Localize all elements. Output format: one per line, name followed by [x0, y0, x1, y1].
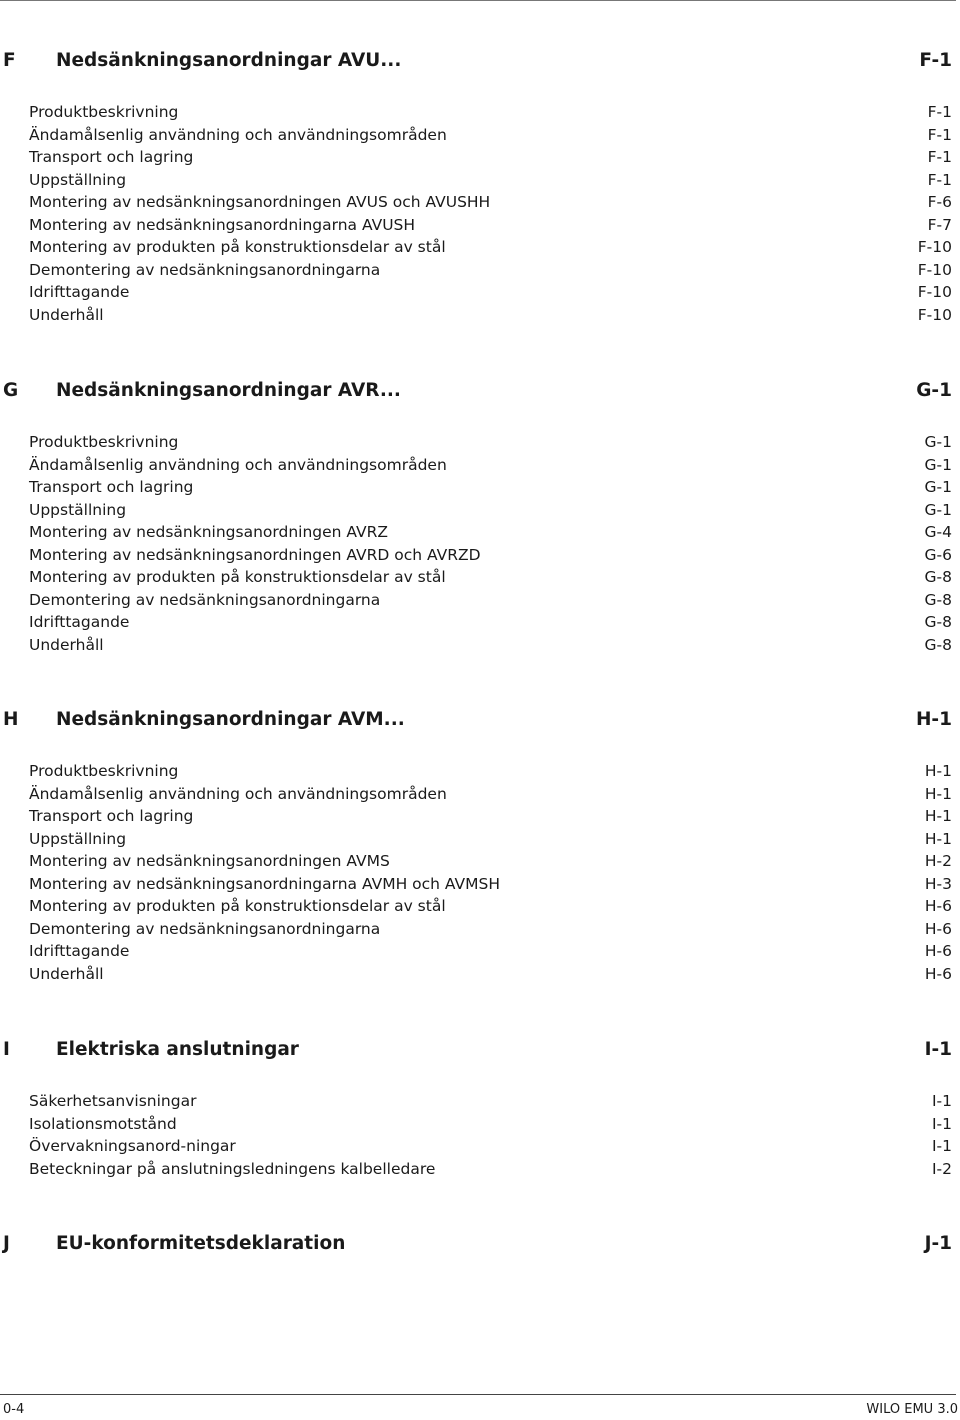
entry-title: Montering av nedsänkningsanordningen AVRD och AVRZD — [29, 545, 481, 564]
entry-page-number: H-1 — [924, 807, 952, 825]
entry-page-number: F-1 — [927, 170, 952, 189]
toc-entry[interactable] — [0, 236, 954, 259]
toc-entry[interactable] — [0, 1090, 954, 1113]
entry-page-number: G-8 — [924, 568, 952, 586]
entry-page-number: I-1 — [931, 1137, 952, 1155]
toc-section-j — [0, 1233, 954, 1263]
section-heading[interactable] — [0, 50, 954, 80]
toc-entry[interactable] — [0, 521, 954, 544]
entry-page-number: I-1 — [931, 1114, 952, 1133]
entry-title: Isolationsmotstånd — [29, 1114, 177, 1133]
entry-title: Ändamålsenlig användning och användningsområden — [29, 784, 447, 803]
entry-title: Produktbeskrivning — [29, 433, 179, 451]
toc-entry[interactable] — [0, 805, 954, 828]
section-entries — [0, 101, 954, 326]
entry-page-number: F-1 — [927, 125, 952, 144]
entry-page-number: I-1 — [931, 1092, 952, 1110]
entry-page-number: G-1 — [924, 455, 952, 474]
entry-title: Montering av nedsänkningsanordningen AVRZ — [29, 523, 389, 541]
entry-page-number: H-1 — [924, 784, 952, 803]
toc-entry[interactable] — [0, 1135, 954, 1158]
entry-page-number: I-2 — [931, 1159, 952, 1178]
toc-entry[interactable] — [0, 783, 954, 806]
toc-entry[interactable] — [0, 873, 954, 896]
entry-title: Produktbeskrivning — [29, 103, 179, 121]
entry-title: Transport och lagring — [29, 148, 194, 166]
toc-entry[interactable] — [0, 828, 954, 851]
footer-page-number: 0-4 — [3, 1402, 25, 1417]
toc-entry[interactable] — [0, 634, 954, 657]
toc-entry[interactable] — [0, 895, 954, 918]
entry-title: Demontering av nedsänkningsanordningarna — [29, 260, 381, 279]
toc-entry[interactable] — [0, 963, 954, 986]
toc-entry[interactable] — [0, 454, 954, 477]
section-page-number: F-1 — [919, 50, 952, 71]
entry-page-number: F-10 — [917, 260, 952, 279]
toc-section-i — [0, 1039, 954, 1180]
section-entries — [0, 760, 954, 985]
section-letter: I — [3, 1039, 10, 1060]
entry-page-number: H-6 — [924, 942, 952, 960]
entry-title: Ändamålsenlig användning och användningsområden — [29, 455, 447, 474]
toc-entry[interactable] — [0, 101, 954, 124]
entry-page-number: G-8 — [924, 635, 952, 654]
footer-rule — [0, 1394, 956, 1395]
entry-page-number: H-1 — [924, 762, 952, 780]
entry-title: Montering av produkten på konstruktionsdelar av stål — [29, 238, 446, 256]
entry-page-number: G-6 — [924, 545, 952, 564]
entry-title: Montering av nedsänkningsanordningen AVUS och AVUSHH — [29, 193, 491, 211]
entry-page-number: F-10 — [917, 305, 952, 324]
entry-title: Idrifttagande — [29, 613, 130, 631]
toc-entry[interactable] — [0, 1113, 954, 1136]
entry-title: Idrifttagande — [29, 283, 130, 301]
toc-entry[interactable] — [0, 169, 954, 192]
entry-page-number: H-6 — [924, 897, 952, 915]
toc-entry[interactable] — [0, 259, 954, 282]
toc-entry[interactable] — [0, 611, 954, 634]
entry-page-number: G-8 — [924, 590, 952, 609]
entry-page-number: G-1 — [924, 500, 952, 519]
entry-page-number: G-1 — [924, 478, 952, 496]
section-page-number: H-1 — [915, 709, 952, 730]
toc-entry[interactable] — [0, 499, 954, 522]
section-title: EU-konformitetsdeklaration — [56, 1233, 346, 1254]
entry-page-number: F-7 — [927, 215, 952, 234]
toc-section-g — [0, 380, 954, 656]
entry-page-number: G-1 — [924, 433, 952, 451]
toc-entry[interactable] — [0, 124, 954, 147]
section-title: Nedsänkningsanordningar AVU... — [56, 50, 402, 71]
toc-entry[interactable] — [0, 918, 954, 941]
entry-title: Montering av produkten på konstruktionsdelar av stål — [29, 568, 446, 586]
entry-page-number: F-10 — [917, 283, 952, 301]
toc-entry[interactable] — [0, 214, 954, 237]
toc-entry[interactable] — [0, 476, 954, 499]
section-letter: F — [3, 50, 16, 71]
section-heading[interactable] — [0, 1039, 954, 1069]
section-heading[interactable] — [0, 380, 954, 410]
toc-entry[interactable] — [0, 850, 954, 873]
entry-title: Uppställning — [29, 170, 127, 189]
toc-entry[interactable] — [0, 431, 954, 454]
entry-title: Montering av nedsänkningsanordningarna AVUSH — [29, 215, 416, 234]
section-entries — [0, 431, 954, 656]
entry-title: Montering av produkten på konstruktionsdelar av stål — [29, 897, 446, 915]
entry-page-number: H-6 — [924, 964, 952, 983]
entry-title: Uppställning — [29, 829, 127, 848]
section-title: Nedsänkningsanordningar AVM... — [56, 709, 405, 730]
entry-title: Underhåll — [29, 635, 104, 654]
toc-entry[interactable] — [0, 566, 954, 589]
entry-title: Säkerhetsanvisningar — [29, 1092, 197, 1110]
entry-title: Produktbeskrivning — [29, 762, 179, 780]
section-heading[interactable] — [0, 1233, 954, 1263]
page-footer — [0, 1394, 960, 1420]
entry-title: Underhåll — [29, 305, 104, 324]
section-title: Nedsänkningsanordningar AVR... — [56, 380, 401, 401]
section-letter: J — [3, 1233, 10, 1254]
section-page-number: J-1 — [924, 1233, 952, 1254]
entry-page-number: F-6 — [927, 193, 952, 211]
entry-page-number: G-4 — [924, 523, 952, 541]
toc-section-h — [0, 709, 954, 985]
section-entries — [0, 1090, 954, 1180]
entry-page-number: F-10 — [917, 238, 952, 256]
section-letter: H — [3, 709, 19, 730]
toc-entry[interactable] — [0, 544, 954, 567]
toc-entry[interactable] — [0, 191, 954, 214]
entry-page-number: H-6 — [924, 919, 952, 938]
section-title: Elektriska anslutningar — [56, 1039, 299, 1060]
section-page-number: G-1 — [916, 380, 952, 401]
section-heading[interactable] — [0, 709, 954, 739]
entry-title: Underhåll — [29, 964, 104, 983]
section-letter: G — [3, 380, 19, 401]
footer-document-id: WILO EMU 3.0 — [866, 1402, 958, 1417]
entry-page-number: F-1 — [927, 148, 952, 166]
entry-title: Transport och lagring — [29, 478, 194, 496]
entry-page-number: H-2 — [924, 852, 952, 870]
toc-entry[interactable] — [0, 1158, 954, 1181]
toc-entry[interactable] — [0, 760, 954, 783]
entry-title: Idrifttagande — [29, 942, 130, 960]
toc-entry[interactable] — [0, 940, 954, 963]
toc-entry[interactable] — [0, 281, 954, 304]
entry-page-number: F-1 — [927, 103, 952, 121]
entry-title: Transport och lagring — [29, 807, 194, 825]
entry-title: Uppställning — [29, 500, 127, 519]
toc-section-f — [0, 50, 954, 326]
entry-title: Ändamålsenlig användning och användningsområden — [29, 125, 447, 144]
entry-title: Beteckningar på anslutningsledningens kalbelledare — [29, 1159, 436, 1178]
top-rule — [0, 0, 956, 1]
entry-title: Demontering av nedsänkningsanordningarna — [29, 590, 381, 609]
toc-entry[interactable] — [0, 589, 954, 612]
entry-page-number: H-1 — [924, 829, 952, 848]
entry-title: Montering av nedsänkningsanordningen AVMS — [29, 852, 390, 870]
entry-title: Demontering av nedsänkningsanordningarna — [29, 919, 381, 938]
entry-title: Montering av nedsänkningsanordningarna AVMH och AVMSH — [29, 874, 500, 893]
toc-entry[interactable] — [0, 146, 954, 169]
entry-page-number: H-3 — [924, 874, 952, 893]
section-page-number: I-1 — [924, 1039, 952, 1060]
toc-entry[interactable] — [0, 304, 954, 327]
entry-page-number: G-8 — [924, 613, 952, 631]
entry-title: Övervakningsanord-ningar — [29, 1137, 236, 1155]
